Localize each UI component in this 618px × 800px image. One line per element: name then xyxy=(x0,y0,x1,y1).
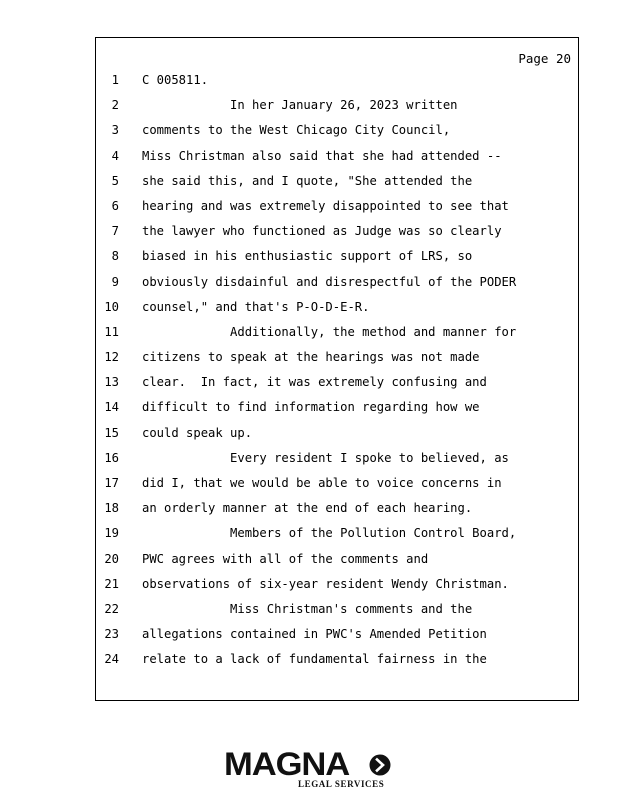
line-text: biased in his enthusiastic support of LRS, so xyxy=(142,249,473,264)
magna-logo xyxy=(224,746,394,792)
transcript-line xyxy=(96,601,578,626)
line-number: 21 xyxy=(104,576,119,591)
transcript-line xyxy=(96,626,578,651)
line-text: Miss Christman also said that she had attended -- xyxy=(142,148,502,163)
transcript-line xyxy=(96,173,578,198)
line-text: C 005811. xyxy=(142,73,209,87)
line-text: could speak up. xyxy=(142,425,253,440)
line-text: allegations contained in PWC's Amended Petition xyxy=(142,627,487,642)
line-number: 6 xyxy=(111,198,119,213)
transcript-line xyxy=(96,500,578,525)
line-number: 24 xyxy=(104,652,119,667)
line-text: observations of six-year resident Wendy Christman. xyxy=(142,576,509,591)
line-text: counsel," and that's P-O-D-E-R. xyxy=(142,299,370,314)
line-text: hearing and was extremely disappointed to see that xyxy=(142,198,509,213)
transcript-line xyxy=(96,450,578,475)
transcript-line xyxy=(96,148,578,173)
line-text: comments to the West Chicago City Council, xyxy=(142,123,451,138)
line-text: an orderly manner at the end of each hearing. xyxy=(142,501,473,516)
line-number: 20 xyxy=(104,551,119,566)
line-number: 10 xyxy=(104,299,119,314)
line-text: difficult to find information regarding how we xyxy=(142,400,480,415)
transcript-line xyxy=(96,425,578,450)
line-text: the lawyer who functioned as Judge was so clearly xyxy=(142,224,502,239)
transcript-line xyxy=(96,324,578,349)
transcript-line xyxy=(96,576,578,601)
line-number: 7 xyxy=(111,224,119,239)
line-number: 12 xyxy=(104,350,119,365)
line-text: did I, that we would be able to voice concerns in xyxy=(142,476,502,490)
logo-wordmark: MAGNA xyxy=(224,746,350,782)
transcript-line xyxy=(96,223,578,248)
line-number: 1 xyxy=(111,73,119,87)
line-number: 17 xyxy=(104,476,119,490)
line-text: clear. In fact, it was extremely confusing and xyxy=(142,375,487,390)
line-number: 2 xyxy=(111,98,119,113)
line-number: 13 xyxy=(104,375,119,390)
line-text: citizens to speak at the hearings was not made xyxy=(142,350,480,365)
transcript-line xyxy=(96,198,578,223)
line-number: 14 xyxy=(104,400,119,415)
line-number: 16 xyxy=(104,450,119,465)
line-text: Additionally, the method and manner for xyxy=(142,324,517,339)
transcript-line xyxy=(96,475,578,500)
logo-subtitle: LEGAL SERVICES xyxy=(298,779,385,789)
transcript-line xyxy=(96,97,578,122)
line-text: obviously disdainful and disrespectful of the PODER xyxy=(142,274,517,289)
line-number: 18 xyxy=(104,501,119,516)
transcript-line xyxy=(96,299,578,324)
transcript-line xyxy=(96,399,578,424)
transcript-line xyxy=(96,349,578,374)
line-text: Every resident I spoke to believed, as xyxy=(142,450,509,465)
transcript-page xyxy=(95,37,579,701)
line-number: 3 xyxy=(111,123,119,138)
transcript-line xyxy=(96,525,578,550)
arrow-circle-icon xyxy=(369,754,391,776)
page-number: Page 20 xyxy=(518,51,571,66)
transcript-lines xyxy=(96,72,578,677)
transcript-line xyxy=(96,248,578,273)
transcript-line xyxy=(96,72,578,97)
line-text: PWC agrees with all of the comments and xyxy=(142,551,429,566)
line-number: 8 xyxy=(111,249,119,264)
line-number: 23 xyxy=(104,627,119,642)
transcript-line xyxy=(96,551,578,576)
line-text: relate to a lack of fundamental fairness in the xyxy=(142,652,487,667)
line-number: 5 xyxy=(111,173,119,188)
transcript-line xyxy=(96,122,578,147)
line-number: 9 xyxy=(111,274,119,289)
line-number: 15 xyxy=(104,425,119,440)
line-text: Miss Christman's comments and the xyxy=(142,601,473,616)
line-number: 11 xyxy=(104,324,119,339)
line-text: she said this, and I quote, "She attended the xyxy=(142,173,473,188)
transcript-line xyxy=(96,651,578,676)
transcript-line xyxy=(96,374,578,399)
line-text: Members of the Pollution Control Board, xyxy=(142,526,517,541)
transcript-line xyxy=(96,274,578,299)
line-number: 22 xyxy=(104,601,119,616)
line-number: 19 xyxy=(104,526,119,541)
line-number: 4 xyxy=(111,148,119,163)
line-text: In her January 26, 2023 written xyxy=(142,98,458,113)
